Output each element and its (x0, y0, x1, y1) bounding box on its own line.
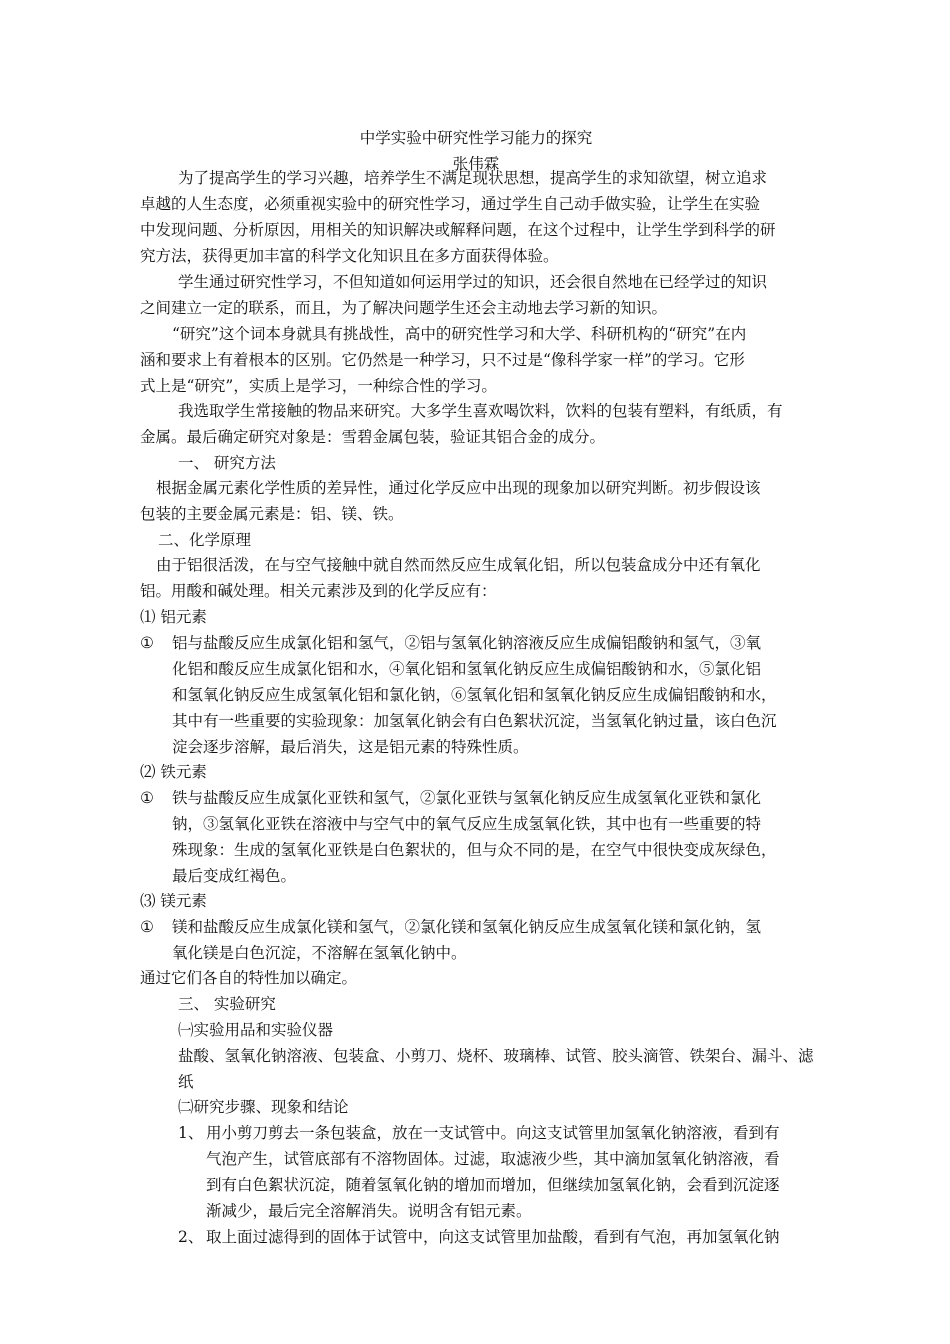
text-line: ⑵ 铁元素 (140, 763, 207, 781)
text-line: ⑴ 铝元素 (140, 608, 207, 626)
text-line: 二、化学原理 (158, 531, 252, 549)
text-line: 为了提高学生的学习兴趣，培养学生不满足现状思想，提高学生的求知欲望，树立追求 (178, 169, 768, 187)
text-line: 其中有一些重要的实验现象：加氢氧化钠会有白色絮状沉淀，当氢氧化钠过量，该白色沉 (172, 712, 777, 730)
text-line: 气泡产生，试管底部有不溶物固体。过滤，取滤液少些，其中滴加氢氧化钠溶液，看 (206, 1150, 780, 1168)
text-line: 铝。用酸和碱处理。相关元素涉及到的化学反应有： (140, 582, 497, 600)
text-line: ① (140, 918, 154, 936)
text-line: “研究”这个词本身就具有挑战性，高中的研究性学习和大学、科研机构的“研究”在内 (172, 325, 747, 343)
text-line: 包装的主要金属元素是：铝、镁、铁。 (140, 505, 404, 523)
text-line: 2、 (178, 1228, 204, 1246)
text-line: 氧化镁是白色沉淀，不溶解在氢氧化钠中。 (172, 944, 467, 962)
text-line: 取上面过滤得到的固体于试管中，向这支试管里加盐酸，看到有气泡，再加氢氧化钠 (206, 1228, 780, 1246)
text-line: 一、 研究方法 (178, 454, 276, 472)
text-line: 金属。最后确定研究对象是：雪碧金属包装，验证其铝合金的成分。 (140, 428, 606, 446)
text-line: 淀会逐步溶解，最后消失，这是铝元素的特殊性质。 (172, 738, 529, 756)
text-line: 殊现象：生成的氢氧化亚铁是白色絮状的，但与众不同的是，在空气中很快变成灰绿色， (172, 841, 777, 859)
text-line: 铝与盐酸反应生成氯化铝和氢气，②铝与氢氧化钠溶液反应生成偏铝酸钠和氢气，③氧 (172, 634, 762, 652)
text-line: 我选取学生常接触的物品来研究。大多学生喜欢喝饮料，饮料的包装有塑料，有纸质，有 (178, 402, 783, 420)
text-line: 铁与盐酸反应生成氯化亚铁和氢气，②氯化亚铁与氢氧化钠反应生成氢氧化亚铁和氯化 (172, 789, 762, 807)
text-line: 究方法，获得更加丰富的科学文化知识且在多方面获得体验。 (140, 247, 559, 265)
text-line: 化铝和酸反应生成氯化铝和水，④氧化铝和氢氧化钠反应生成偏铝酸钠和水，⑤氯化铝 (172, 660, 762, 678)
text-line: 1、 (178, 1124, 204, 1142)
text-line: 渐减少，最后完全溶解消失。说明含有铝元素。 (206, 1202, 532, 1220)
text-line: ① (140, 789, 154, 807)
author-name: 张伟霖 (452, 155, 500, 173)
text-line: 学生通过研究性学习，不但知道如何运用学过的知识，还会很自然地在已经学过的知识 (178, 273, 768, 291)
text-line: ⑶ 镁元素 (140, 892, 207, 910)
text-line: 盐酸、氢氧化钠溶液、包装盒、小剪刀、烧杯、玻璃棒、试管、胶头滴管、铁架台、漏斗、滤 (178, 1047, 814, 1065)
text-line: 根据金属元素化学性质的差异性，通过化学反应中出现的现象加以研究判断。初步假设该 (156, 479, 761, 497)
text-line: 涵和要求上有着根本的区别。它仍然是一种学习，只不过是“像科学家一样”的学习。它形 (140, 351, 745, 369)
text-line: 中发现问题、分析原因，用相关的知识解决或解释问题，在这个过程中，让学生学到科学的研 (140, 221, 776, 239)
text-line: 到有白色絮状沉淀，随着氢氧化钠的增加而增加，但继续加氢氧化钠，会看到沉淀逐 (206, 1176, 780, 1194)
text-line: 钠，③氢氧化亚铁在溶液中与空气中的氧气反应生成氢氧化铁，其中也有一些重要的特 (172, 815, 762, 833)
text-line: 和氢氧化钠反应生成氢氧化铝和氯化钠，⑥氢氧化铝和氢氧化钠反应生成偏铝酸钠和水， (172, 686, 777, 704)
text-line: 通过它们各自的特性加以确定。 (140, 969, 358, 987)
text-line: 镁和盐酸反应生成氯化镁和氢气，②氯化镁和氢氧化钠反应生成氢氧化镁和氯化钠，氢 (172, 918, 762, 936)
text-line: 三、 实验研究 (178, 995, 276, 1013)
text-line: 卓越的人生态度，必须重视实验中的研究性学习，通过学生自己动手做实验，让学生在实验 (140, 195, 761, 213)
text-line: ㈠实验用品和实验仪器 (178, 1021, 334, 1039)
text-line: ① (140, 634, 154, 652)
text-line: 用小剪刀剪去一条包装盒，放在一支试管中。向这支试管里加氢氧化钠溶液，看到有 (206, 1124, 780, 1142)
text-line: ㈡研究步骤、现象和结论 (178, 1098, 349, 1116)
text-line: 纸 (178, 1073, 194, 1091)
page-title: 中学实验中研究性学习能力的探究 (359, 129, 593, 147)
text-line: 之间建立一定的联系，而且，为了解决问题学生还会主动地去学习新的知识。 (140, 299, 668, 317)
text-line: 最后变成红褐色。 (172, 867, 297, 885)
text-line: 式上是“研究”，实质上是学习，一种综合性的学习。 (140, 377, 497, 395)
text-line: 由于铝很活泼，在与空气接触中就自然而然反应生成氧化铝，所以包装盒成分中还有氧化 (156, 556, 761, 574)
